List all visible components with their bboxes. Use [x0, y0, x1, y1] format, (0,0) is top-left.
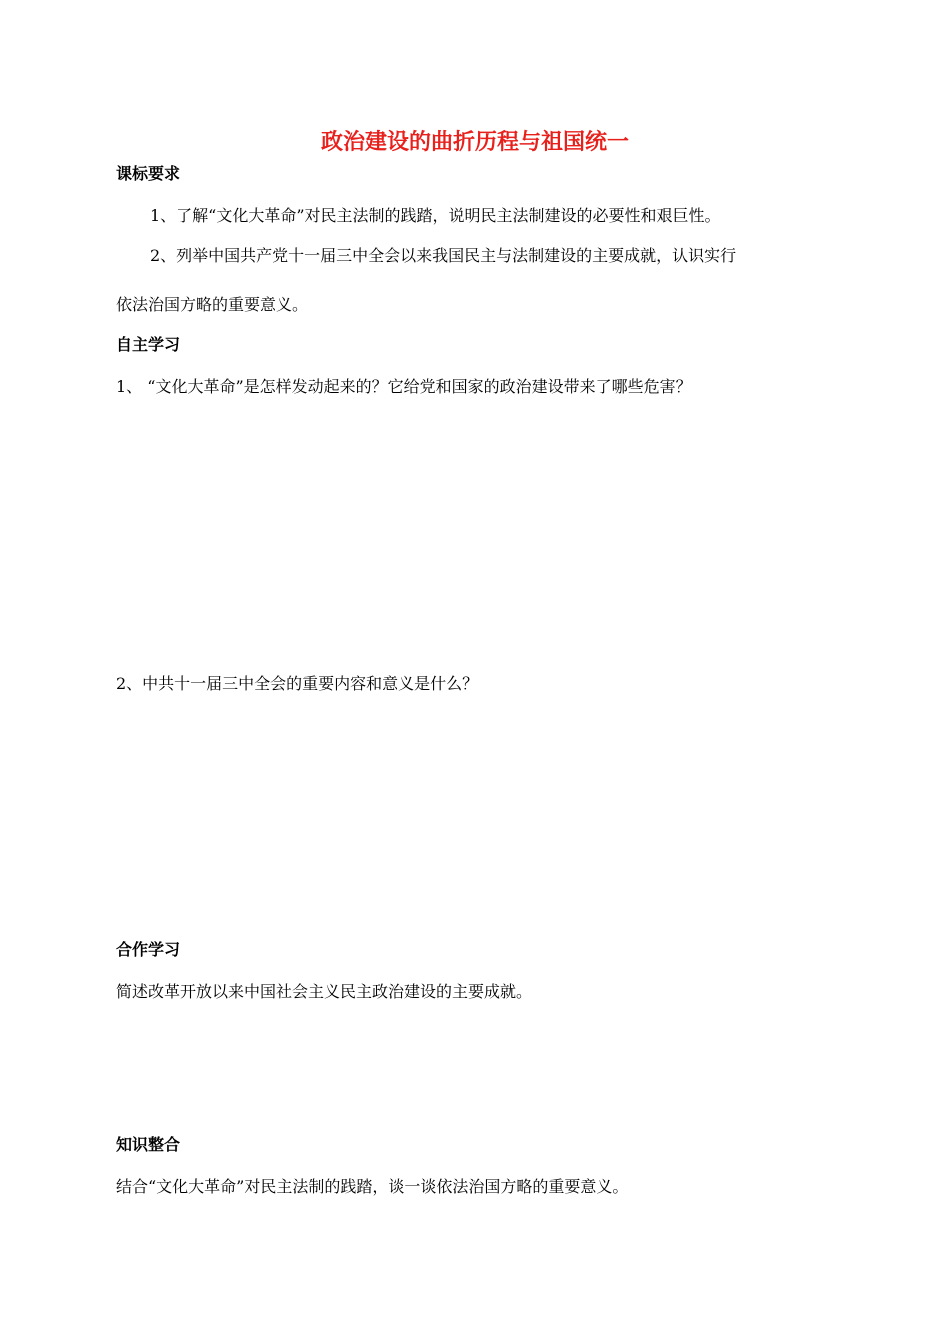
section-heading-hezuo: 合作学习: [116, 940, 181, 959]
section-heading-kebiao: 课标要求: [116, 164, 181, 183]
hezuo-question-1: 简述改革开放以来中国社会主义民主政治建设的主要成就。: [116, 982, 533, 1001]
kebiao-item-2-line-1: 2、列举中国共产党十一届三中全会以来我国民主与法制建设的主要成就，认识实行: [150, 246, 737, 265]
kebiao-item-1: 1、了解“文化大革命”对民主法制的践踏，说明民主法制建设的必要性和艰巨性。: [150, 206, 721, 225]
zizhu-question-1: 1、 “文化大革命”是怎样发动起来的？它给党和国家的政治建设带来了哪些危害？: [116, 377, 692, 396]
section-heading-zizhu: 自主学习: [116, 335, 181, 354]
document-title: 政治建设的曲折历程与祖国统一: [320, 130, 629, 155]
zizhu-question-2: 2、中共十一届三中全会的重要内容和意义是什么？: [116, 674, 479, 693]
kebiao-item-2-line-2: 依法治国方略的重要意义。: [116, 295, 309, 314]
section-heading-zhishi: 知识整合: [116, 1135, 181, 1154]
zhishi-question-1: 结合“文化大革命”对民主法制的践踏，谈一谈依法治国方略的重要意义。: [116, 1177, 629, 1196]
